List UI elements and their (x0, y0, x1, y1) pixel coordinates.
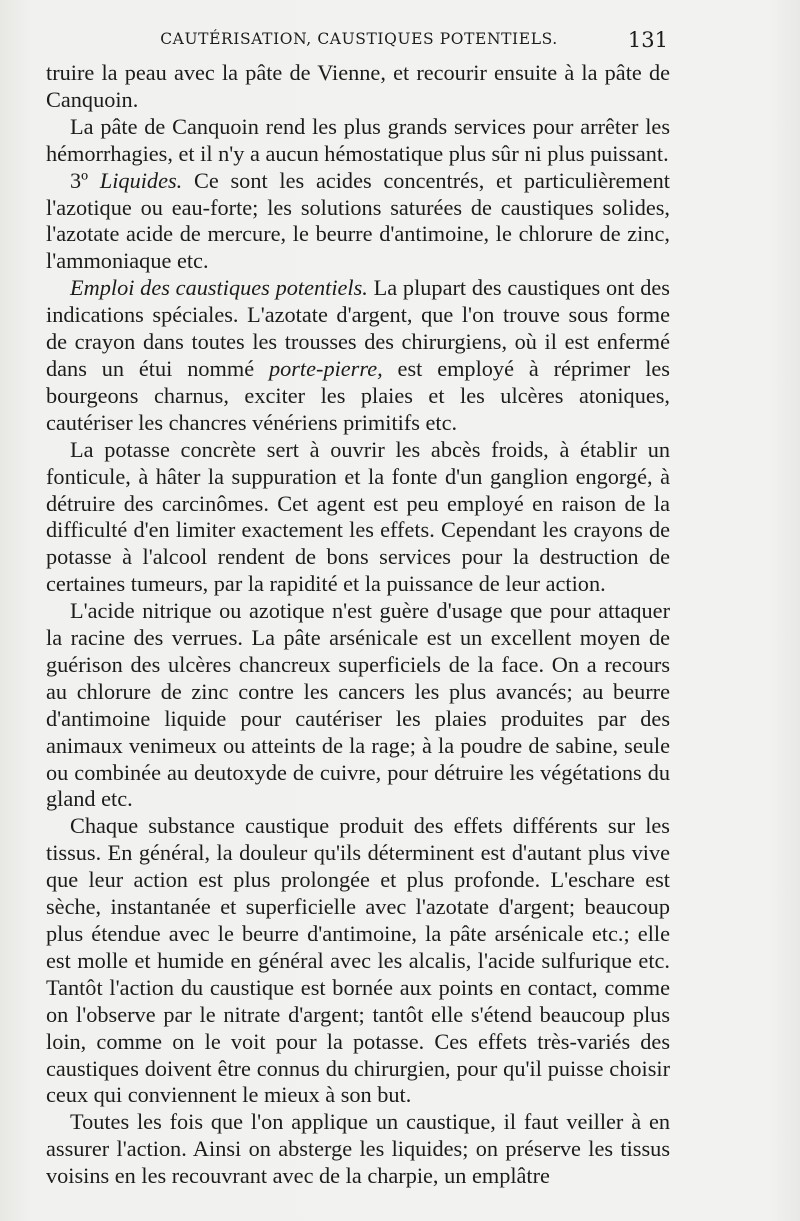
paragraph-emploi (46, 275, 670, 436)
paragraph-potasse: La potasse concrète sert à ouvrir les abcès froids, à établir un fonticule, à hâter la suppuration et la fonte d'un ganglion engorgé, à détruire des carcinômes. Cet agent est peu employé en raison de la difficulté d'en limiter exactement les effets. Cependant les crayons de potasse à l'alcool rendent de bons services pour la destruction de certaines tumeurs, par la rapidité et la puissance de leur action. (46, 436, 670, 597)
paragraph-liquides (46, 168, 670, 276)
paragraph-acide-nitrique: L'acide nitrique ou azotique n'est guère d'usage que pour attaquer la racine des verrues. La pâte arsénicale est un excellent moyen de guérison des ulcères chancreux superficiels de la face. On a recours au chlorure de zinc contre les cancers les plus avancés; au beurre d'antimoine liquide pour cautériser les plaies produites par des animaux venimeux ou atteints de la rage; à la poudre de sabine, seule ou combinée au deutoxyde de cuivre, pour détruire les végétations du gland etc. (46, 598, 670, 812)
body-text (46, 60, 670, 1190)
paragraph-application: Toutes les fois que l'on applique un caustique, il faut veiller à en assurer l'action. Ainsi on absterge les liquides; on préserve les tissus voisins en les recouvrant avec de la charpie, un emplâtre (46, 1109, 670, 1189)
section-heading-liquides: Liquides. (99, 167, 183, 193)
paragraph-text: Ce sont les acides concentrés, et particulièrement l'azotique ou eau-forte; les solutions saturées de caustiques solides, l'azotate acide de mercure, le beurre d'antimoine, le chlorure de zinc, l'ammoniaque etc. (46, 167, 670, 274)
section-heading-emploi: Emploi des caustiques potentiels. (70, 275, 368, 301)
paragraph-canquoin: La pâte de Canquoin rend les plus grands services pour arrêter les hémorrhagies, et il n'y a aucun hémostatique plus sûr ni plus puissant. (46, 113, 670, 166)
section-number: 3º (70, 167, 100, 193)
page-number: 131 (627, 28, 668, 52)
paragraph-text: est employé à réprimer les bourgeons charnus, exciter les plaies et les ulcères atoniques, cautériser les chancres vénériens primitifs etc. (46, 355, 670, 435)
paragraph-effets: Chaque substance caustique produit des effets différents sur les tissus. En général, la douleur qu'ils déterminent est d'autant plus vive que leur action est plus prolongée et plus profonde. L'eschare est sèche, instantanée et superficielle avec l'azotate d'argent; beaucoup plus étendue avec le beurre d'antimoine, la pâte arsénicale etc.; elle est molle et humide en général avec les alcalis, l'acide sulfurique etc. Tantôt l'action du caustique est bornée aux points en contact, comme on l'observe par le nitrate d'argent; tantôt elle s'étend beaucoup plus loin, comme on le voit pour la potasse. Ces effets très-variés des caustiques doivent être connus du chirurgien, pour qu'il puisse choisir ceux qui conviennent le mieux à son but. (46, 813, 670, 1108)
running-head: CAUTÉRISATION, CAUSTIQUES POTENTIELS. (160, 30, 558, 48)
paragraph-text: La plupart des caustiques ont des indications spéciales. L'azotate d'argent, que l'on trouve sous forme de crayon dans toutes les trousses des chirurgiens, où il est enfermé dans un étui nommé (46, 275, 670, 381)
paragraph-continuation: truire la peau avec la pâte de Vienne, et recourir ensuite à la pâte de Canquoin. (46, 60, 670, 112)
term-porte-pierre: porte-pierre, (268, 355, 383, 381)
